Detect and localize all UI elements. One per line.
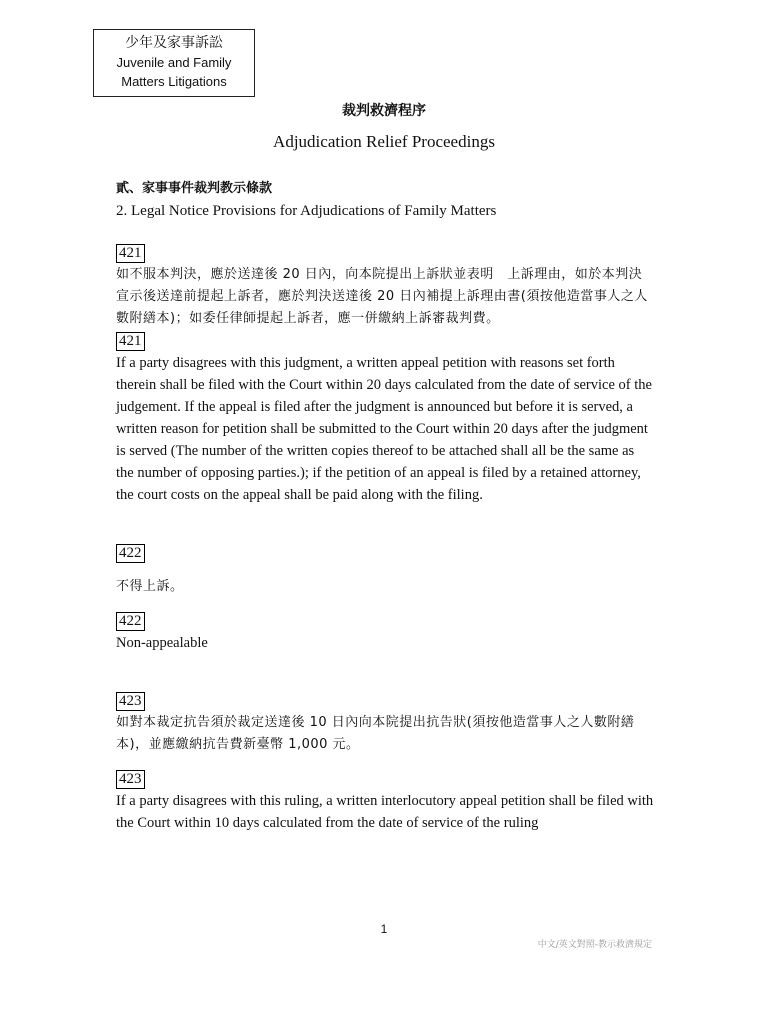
header-title-zh: 少年及家事訴訟 [125, 35, 223, 51]
provision-423 [116, 690, 654, 834]
provision-code: 422 [116, 544, 145, 563]
provision-422 [116, 542, 654, 654]
provision-text-en: If a party disagrees with this judgment, a written appeal petition with reasons set forth therein shall be filed with the Court within 20 days calculated from the date of service of the judgement. If the appeal is filed after the judgment is announced but before it is served, a written reason for petition shall be submitted to the Court within 20 days after the judgment is served (The number of the written copies thereof to be attached shall all be the same as the number of opposing parties.); if the petition of an appeal is filed by a retained attorney, the court costs on the appeal shall be paid along with the filing. [116, 355, 652, 503]
footer-note: 中文/英文對照-教示救濟規定 [537, 940, 652, 950]
provision-code: 421 [116, 332, 145, 351]
provision-code: 423 [116, 770, 145, 789]
header-box [93, 29, 255, 97]
provision-text-en: If a party disagrees with this ruling, a written interlocutory appeal petition shall be filed with the Court within 10 days calculated from the date of service of the ruling [116, 793, 654, 831]
header-title-en-line2: Matters Litigations [121, 74, 227, 89]
document-title-zh: 裁判救濟程序 [342, 103, 426, 119]
provision-code: 423 [116, 692, 145, 711]
section-heading-zh: 貳、家事事件裁判教示條款 [116, 181, 273, 196]
provision-text-zh: 不得上訴。 [116, 579, 184, 594]
provision-text-en: Non-appealable [116, 635, 208, 651]
document-title-en: Adjudication Relief Proceedings [273, 132, 495, 151]
provision-code: 421 [116, 244, 145, 263]
provision-text-zh: 如對本裁定抗告須於裁定送達後 10 日內向本院提出抗告狀(須按他造當事人之人數附繕本)，並應繳納抗告費新臺幣 1,000 元。 [116, 715, 635, 752]
document-body [116, 178, 654, 834]
section-heading-en: 2. Legal Notice Provisions for Adjudications of Family Matters [116, 203, 497, 219]
provision-code: 422 [116, 612, 145, 631]
header-title-en-line1: Juvenile and Family [116, 55, 232, 70]
provision-421 [116, 242, 654, 506]
provision-text-zh: 如不服本判決，應於送達後 20 日內，向本院提出上訴狀並表明 上訴理由，如於本判決宣示後送達前提起上訴者，應於判決送達後 20 日內補提上訴理由書(須按他造當事人之人數附繕本)；如委任律師提起上訴者，應一併繳納上訴審裁判費。 [116, 267, 648, 326]
page-number: 1 [380, 922, 388, 936]
